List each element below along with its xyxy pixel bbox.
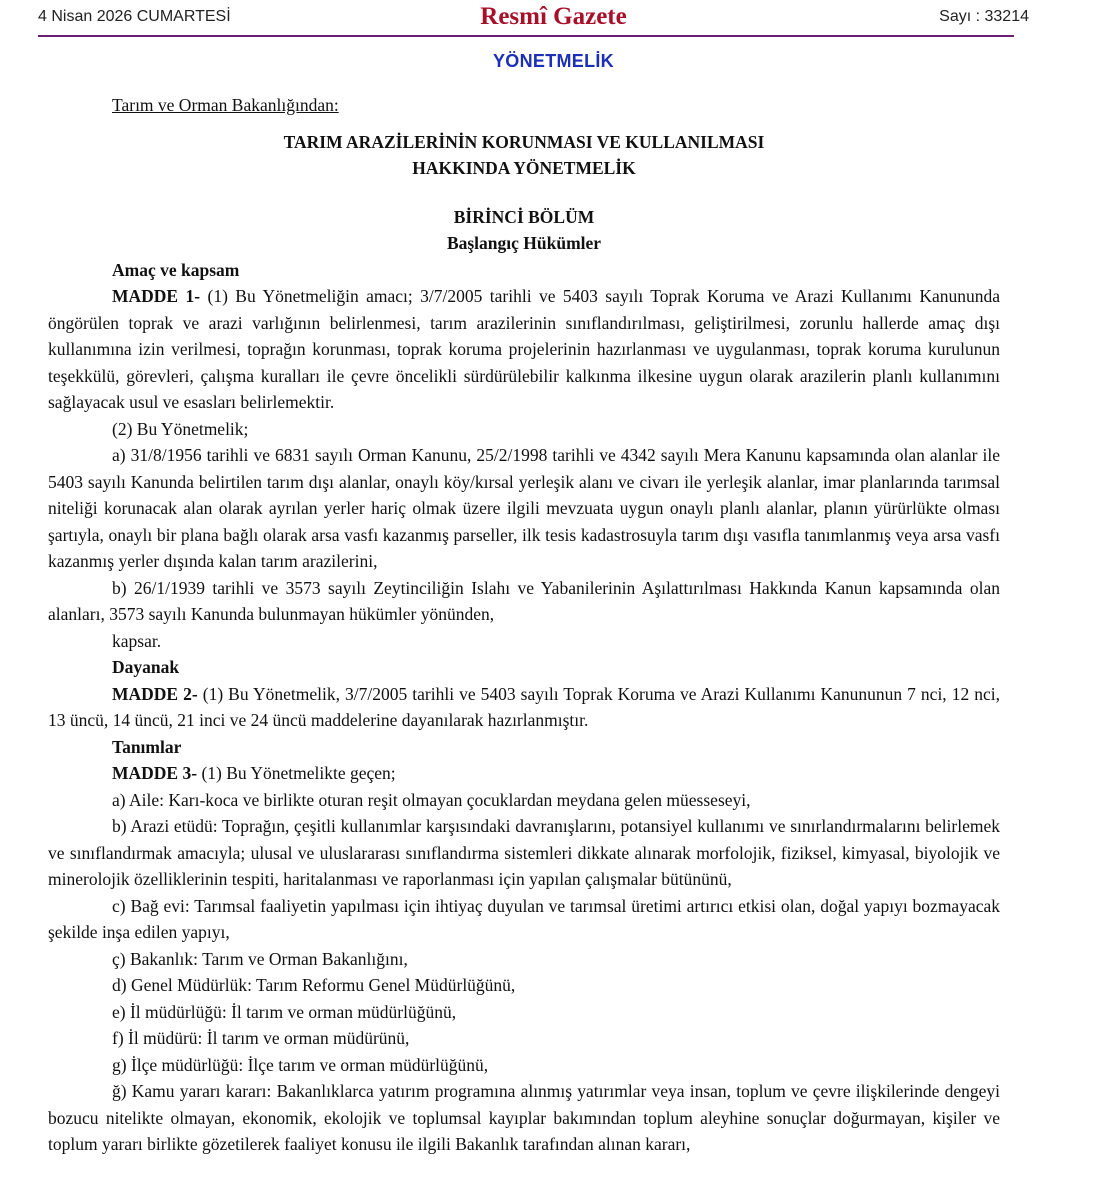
article-3-label: MADDE 3- — [112, 763, 198, 783]
section-number: BİRİNCİ BÖLÜM — [453, 206, 595, 227]
definition-item: f) İl müdürü: İl tarım ve orman müdürünü, — [112, 1028, 410, 1048]
article-2-heading: Dayanak — [112, 657, 180, 677]
issue-date: 4 Nisan 2026 CUMARTESİ — [38, 8, 231, 25]
issue-number: Sayı : 33214 — [939, 8, 1029, 25]
gazette-header — [0, 0, 1107, 48]
article-1-closing: kapsar. — [112, 630, 162, 651]
definition-item: ç) Bakanlık: Tarım ve Orman Bakanlığını, — [112, 948, 408, 969]
definition-item: g) İlçe müdürlüğü: İlçe tarım ve orman müdürlüğünü, — [112, 1054, 489, 1075]
article-1-text: (1) Bu Yönetmeliğin amacı; 3/7/2005 tarihli ve 5403 sayılı Toprak Koruma ve Arazi Kullanımı Kanununda öngörülen toprak ve arazi varlığının belirlenmesi, tarım arazilerinin sınıflandırılması, geliştirilmesi, zorunlu hallerde amaç dışı kullanımına izin verilmesi, toprağın korunması, toprak koruma projelerinin hazırlanması ve uygulanması, toprak koruma kurulunun teşekkülü, görevleri, çalışma kuralları ile çevre öncelikli sürdürülebilir kalkınma ilkesine uygun olarak arazilerin planlı kullanımını sağlayacak usul ve esasları belirlemektir. — [48, 286, 1000, 412]
definition-item: a) Aile: Karı-koca ve birlikte oturan reşit olmayan çocuklardan meydana gelen müesseseyi, — [112, 789, 751, 810]
article-1-item-b: b) 26/1/1939 tarihli ve 3573 sayılı Zeytinciliğin Islahı ve Yabanilerinin Aşılattırılması Hakkında Kanun kapsamında olan alanları, 3573 sayılı Kanunda bulunmayan hükümler yönünden, — [48, 577, 1000, 624]
article-2-label: MADDE 2- — [112, 683, 198, 704]
article-1-label: MADDE 1- — [112, 286, 201, 306]
article-3-text: (1) Bu Yönetmelikte geçen; — [197, 763, 396, 783]
article-2-paragraph-1 — [48, 681, 1000, 734]
article-1-heading: Amaç ve kapsam — [112, 259, 240, 280]
article-3-heading: Tanımlar — [112, 736, 182, 757]
definition-item: c) Bağ evi: Tarımsal faaliyetin yapılması için ihtiyaç duyulan ve tarımsal üretimi artırıcı etkisi olan, doğal yapıyı bozmayacak şekilde inşa edilen yapıyı, — [48, 895, 1000, 942]
definition-item: d) Genel Müdürlük: Tarım Reformu Genel Müdürlüğünü, — [112, 975, 516, 995]
regulation-title — [48, 129, 1000, 182]
section-heading — [48, 204, 1000, 257]
definition-item: e) İl müdürlüğü: İl tarım ve orman müdürlüğünü, — [112, 1001, 457, 1022]
document-category: YÖNETMELİK — [492, 51, 614, 71]
regulation-title-line-1: TARIM ARAZİLERİNİN KORUNMASI VE KULLANILMASI — [283, 131, 765, 152]
article-1-paragraph-1 — [48, 283, 1000, 416]
header-divider — [38, 35, 1014, 37]
regulation-document — [48, 92, 1000, 1158]
article-3-paragraph-1 — [48, 760, 1000, 787]
regulation-title-line-2: HAKKINDA YÖNETMELİK — [412, 158, 636, 178]
article-2-text: (1) Bu Yönetmelik, 3/7/2005 tarihli ve 5403 sayılı Toprak Koruma ve Arazi Kullanımı Kanununun 7 nci, 12 nci, 13 üncü, 14 üncü, 21 inci ve 24 üncü maddelerine dayanılarak hazırlanmıştır. — [48, 683, 1000, 730]
gazette-title: Resmî Gazete — [480, 3, 627, 30]
section-name: Başlangıç Hükümler — [446, 233, 602, 253]
article-1-item-a: a) 31/8/1956 tarihli ve 6831 sayılı Orman Kanunu, 25/2/1998 tarihli ve 4342 sayılı Mera Kanunu kapsamında olan alanlar ile 5403 sayılı Kanunda belirtilen tarım dışı alanlar, onaylı köy/kırsal yerleşik alanı ve civarı ile yerleşik alanlar, imar planlarında tarımsal niteliği korunacak alan olarak ayrılan yerler hariç olmak üzere ilgili mevzuata uygun onaylı planlı alanlar, planın yürürlükte olması şartıyla, onaylı bir plana bağlı olarak arsa vasfı kazanmış parseller, ilk tesis kadastrosuyla tarım dışı vasıfla tanımlanmış veya arsa vasfı kazanmış yerler dışında kalan tarım arazilerini, — [48, 445, 1000, 571]
definition-item: b) Arazi etüdü: Toprağın, çeşitli kullanımlar karşısındaki davranışlarını, potansiyel kullanımı ve sınırlandırmalarını belirlemek ve sınıflandırmak amacıyla; ulusal ve uluslararası sınıflandırma sistemleri dikkate alınarak morfolojik, fiziksel, kimyasal, biyolojik ve minerolojik özelliklerinin tespiti, haritalanması ve raporlanması için yapılan çalışmalar bütününü, — [48, 816, 1000, 889]
issuing-ministry: Tarım ve Orman Bakanlığından: — [112, 95, 339, 115]
definition-item: ğ) Kamu yararı kararı: Bakanlıklarca yatırım programına alınmış yatırımlar veya insan, toplum ve çevre ilişkilerinde dengeyi bozucu nitelikte olmayan, ekonomik, ekolojik ve toplumsal kayıplar bakımından toplum aleyhine sonuçlar doğurmayan, kişiler ve toplum yararı birlikte gözetilerek faaliyet konusu ile ilgili Bakanlık tarafından alınan kararı, — [48, 1081, 1000, 1154]
article-1-paragraph-2: (2) Bu Yönetmelik; — [112, 418, 249, 439]
